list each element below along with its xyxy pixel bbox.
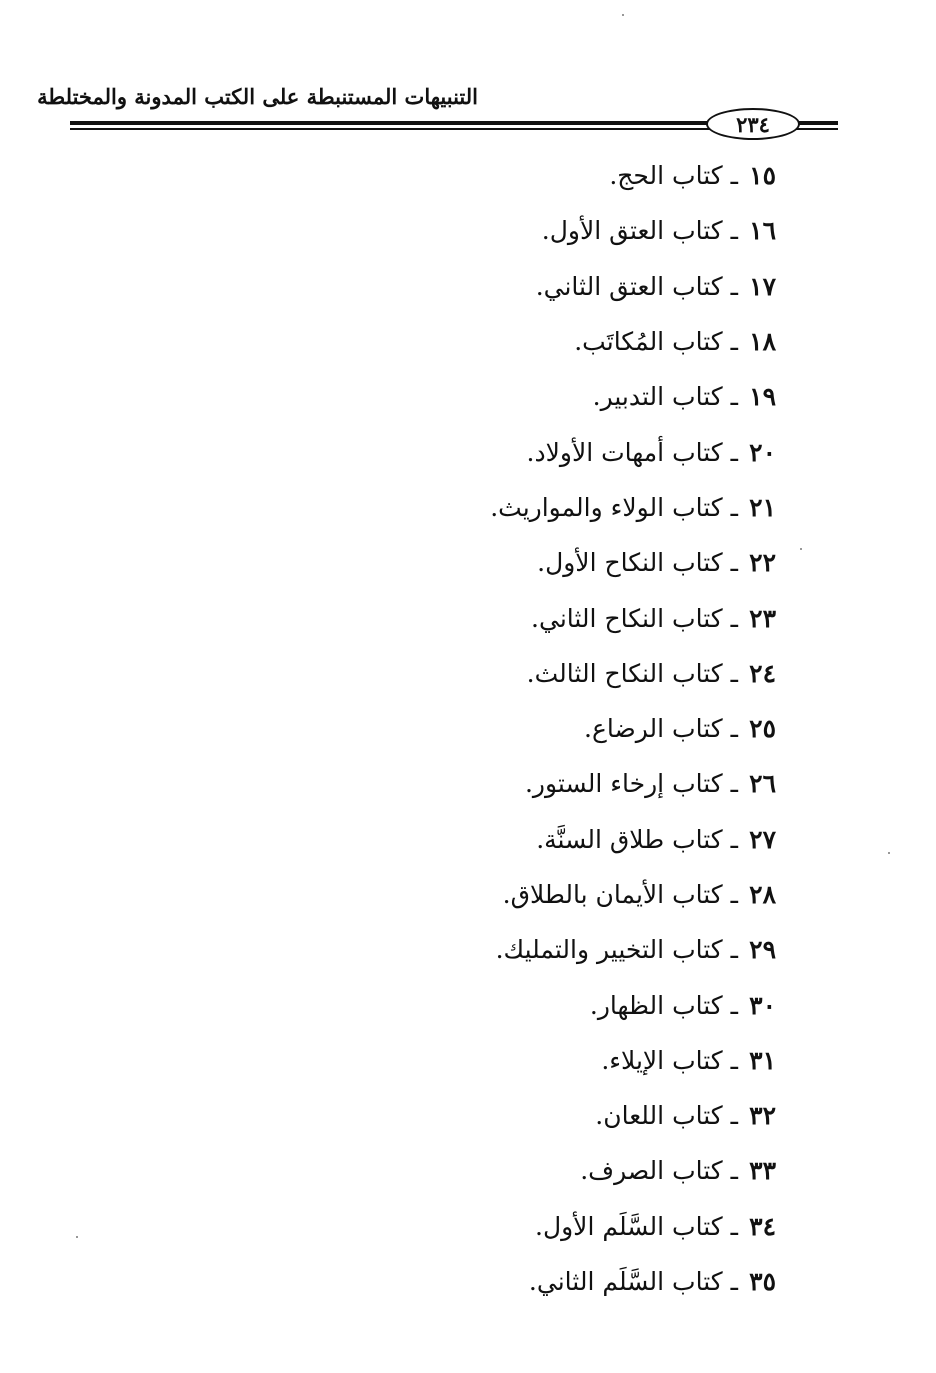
item-number: ٣٥	[749, 1267, 776, 1297]
item-number: ٣٣	[749, 1156, 776, 1186]
item-number: ١٨	[749, 327, 776, 357]
item-separator: ـ	[730, 1267, 738, 1297]
list-item	[256, 867, 776, 922]
item-title: كتاب التدبير.	[592, 382, 723, 412]
scan-speck	[76, 1236, 78, 1238]
item-number: ٣٤	[749, 1211, 776, 1241]
item-title: كتاب الصرف.	[580, 1156, 723, 1186]
item-separator: ـ	[730, 161, 738, 191]
list-item	[256, 203, 776, 258]
item-number: ٢٩	[749, 935, 776, 965]
item-separator: ـ	[730, 216, 738, 246]
list-item	[256, 1199, 776, 1254]
running-header-title: التنبيهات المستنبطة على الكتب المدونة والمختلطة	[37, 84, 478, 109]
item-number: ٢٤	[749, 658, 776, 688]
item-title: كتاب الرضاع.	[584, 714, 723, 744]
item-number: ٢٧	[749, 824, 776, 854]
list-item	[256, 646, 776, 701]
item-title: كتاب الإيلاء.	[601, 1045, 723, 1075]
list-item	[256, 314, 776, 369]
scan-speck	[800, 548, 802, 550]
item-title: كتاب اللعان.	[595, 1101, 723, 1131]
list-item	[256, 480, 776, 535]
scan-speck	[622, 14, 624, 16]
item-separator: ـ	[730, 935, 738, 965]
item-separator: ـ	[730, 1101, 738, 1131]
item-number: ٢٨	[749, 880, 776, 909]
list-item	[256, 977, 776, 1032]
item-number: ٣٠	[749, 990, 776, 1020]
item-title: كتاب أمهات الأولاد.	[526, 437, 723, 467]
item-separator: ـ	[730, 548, 738, 578]
item-number: ٢٠	[749, 437, 776, 467]
item-title: كتاب الظهار.	[589, 990, 723, 1020]
item-separator: ـ	[730, 990, 738, 1020]
item-title: كتاب المُكاتَب.	[574, 327, 723, 357]
item-separator: ـ	[730, 1211, 738, 1241]
item-separator: ـ	[730, 603, 738, 633]
item-title: كتاب الولاء والمواريث.	[490, 492, 723, 522]
item-separator: ـ	[730, 327, 738, 357]
item-title: كتاب العتق الأول.	[541, 216, 723, 246]
item-title: كتاب طلاق السنَّة.	[536, 824, 723, 854]
item-number: ١٦	[749, 216, 776, 246]
list-item	[256, 1033, 776, 1088]
item-title: كتاب إرخاء الستور.	[524, 769, 723, 799]
list-item	[256, 1088, 776, 1143]
list-item	[256, 756, 776, 811]
item-title: كتاب الأيمان بالطلاق.	[502, 880, 723, 909]
list-item	[256, 535, 776, 590]
item-number: ١٥	[749, 161, 776, 191]
item-title: كتاب النكاح الثالث.	[526, 658, 723, 688]
list-item	[256, 369, 776, 424]
item-number: ٣١	[749, 1045, 776, 1075]
item-number: ٢٢	[749, 548, 776, 578]
item-title: كتاب العتق الثاني.	[535, 271, 723, 301]
item-title: كتاب النكاح الأول.	[537, 548, 723, 578]
item-separator: ـ	[730, 824, 738, 854]
list-item	[256, 590, 776, 645]
chapter-list	[256, 148, 776, 1309]
item-separator: ـ	[730, 492, 738, 522]
list-item	[256, 812, 776, 867]
item-separator: ـ	[730, 714, 738, 744]
list-item	[256, 259, 776, 314]
item-separator: ـ	[730, 437, 738, 467]
scan-speck	[888, 852, 890, 854]
item-separator: ـ	[730, 880, 738, 909]
item-title: كتاب الحج.	[609, 161, 723, 191]
item-title: كتاب التخيير والتمليك.	[495, 935, 723, 965]
item-number: ٢٦	[749, 769, 776, 799]
item-separator: ـ	[730, 1045, 738, 1075]
item-title: كتاب النكاح الثاني.	[531, 603, 723, 633]
list-item	[256, 1143, 776, 1198]
item-separator: ـ	[730, 1156, 738, 1186]
item-title: كتاب السَّلَم الأول.	[535, 1211, 723, 1241]
list-item	[256, 922, 776, 977]
page-number: ٢٣٤	[706, 108, 800, 140]
item-separator: ـ	[730, 271, 738, 301]
list-item	[256, 701, 776, 756]
item-separator: ـ	[730, 769, 738, 799]
item-number: ٢١	[749, 492, 776, 522]
list-item	[256, 1254, 776, 1309]
item-number: ٢٣	[749, 603, 776, 633]
item-separator: ـ	[730, 382, 738, 412]
item-title: كتاب السَّلَم الثاني.	[528, 1267, 723, 1297]
list-item	[256, 148, 776, 203]
item-number: ١٧	[749, 271, 776, 301]
item-number: ١٩	[749, 382, 776, 412]
item-separator: ـ	[730, 658, 738, 688]
list-item	[256, 424, 776, 479]
item-number: ٣٢	[749, 1101, 776, 1131]
item-number: ٢٥	[749, 714, 776, 744]
